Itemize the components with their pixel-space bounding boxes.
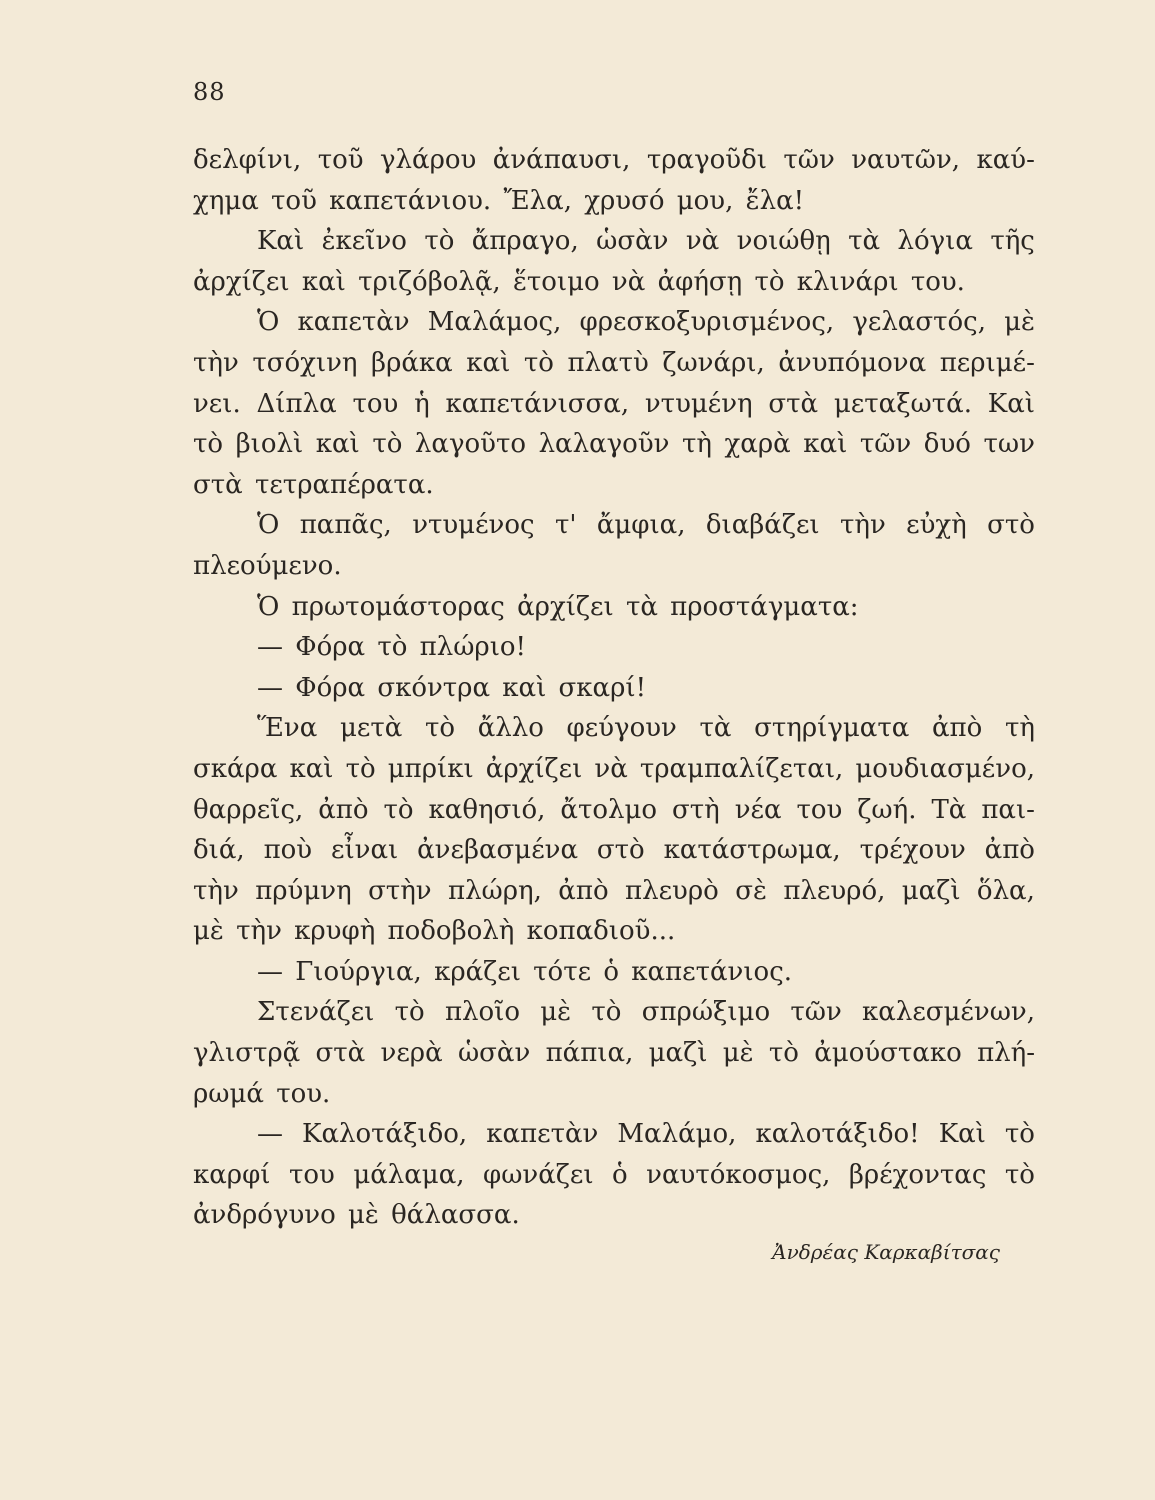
text-line [193,1114,1035,1155]
word: εὐχὴ [906,510,967,541]
word: Καλοτάξιδο, [302,1119,468,1150]
word: νὰ [685,226,720,257]
text-block [193,140,1035,1236]
text-line [193,830,1035,871]
word: τῶν [859,429,912,460]
word: πλή- [977,1038,1035,1069]
word: Καὶ [257,226,305,257]
word: τὴν [193,347,239,378]
word: λαγοῦτο [414,429,526,460]
line-text: ἀνδρόγυνο μὲ θάλασσα. [193,1200,520,1231]
word: ζωνάρι, [662,347,765,378]
word: ἄπραγο, [471,226,579,257]
word: νοιώθῃ [736,226,831,257]
word: μαζὶ [901,875,961,906]
word: φρεσκοξυρισμένος, [579,307,835,338]
word: μὲ [722,1038,754,1069]
word: ποὺ [263,835,313,866]
word: ντυμένη [644,388,753,419]
word: σκάρα [193,753,278,784]
word: βρέχοντας [848,1159,987,1190]
word: τοῦ [317,145,364,175]
word: πάπια, [545,1038,634,1069]
word: του [288,1159,335,1190]
word: τ' [554,510,577,541]
word: καρφί [193,1159,271,1190]
word: τραγοῦδι [646,145,767,175]
word: τὴν [193,875,239,906]
word: Δίπλα [256,388,337,419]
word: νὰ [594,753,628,784]
text-line [193,221,1035,262]
word: στὰ [768,388,819,419]
word: βράκα [371,347,453,378]
text-line [193,424,1035,465]
word: νέα [734,794,782,825]
word: καπετάνισσα, [445,388,630,419]
word: παι- [981,794,1035,825]
word: ἄμφια, [596,510,686,541]
line-text: στὰ τετραπέρατα. [193,469,434,500]
word: καὶ [315,429,360,460]
text-line [193,708,1035,749]
word: τὴν [839,510,886,541]
line-text: — Φόρα σκόντρα καὶ σκαρί! [257,672,647,703]
word: των [983,429,1035,460]
word: θαρρεῖς, [193,794,304,825]
word: γελαστός, [852,307,986,338]
word: στὸ [596,835,645,866]
word: πλευρὸ [625,875,719,906]
word: στὴ [672,794,720,825]
word: στηρίγματα [754,713,910,744]
word: ἀπὸ [931,713,983,744]
word: ὅλα, [976,875,1035,906]
word: Στενάζει [257,997,375,1028]
word: πλατὺ [567,347,649,378]
word: ντυμένος [412,510,535,541]
word: ἄλλο [477,713,544,744]
word: τὰ [848,226,881,257]
word: λαλαγοῦν [538,429,670,460]
word: ἀρχίζει [485,753,583,784]
text-line [193,465,1035,506]
word: μὲ [540,997,572,1028]
word: τὸ [591,997,622,1028]
word: ἀνεβασμένα [417,835,579,866]
word: Ὁ [257,510,280,541]
word: στὰ [315,1038,366,1069]
word: ὁ [612,1159,628,1190]
word: Ἕνα [257,713,318,744]
text-line [193,992,1035,1033]
word: ἀπὸ [558,875,609,906]
word: του [352,388,399,419]
word: δυό [923,429,971,460]
word: διαβάζει [705,510,820,541]
text-line [193,1195,1035,1236]
word: νερὰ [380,1038,443,1069]
word: τῶν [790,997,842,1028]
word: ἡ [414,388,430,419]
text-line [193,343,1035,384]
word: ἐκεῖνο [321,226,407,257]
text-line [193,952,1035,993]
line-text: πλεούμενο. [193,550,342,581]
word: τὸ [1004,1159,1035,1190]
word: Ὁ [257,307,280,338]
word: καλεσμένων, [862,997,1035,1028]
word: μάλαμα, [353,1159,465,1190]
author-signature: Ἀνδρέας Καρκαβίτσας [772,1240,1000,1264]
word: καπετὰν [486,1119,599,1150]
word: ἀπὸ [318,794,369,825]
word: καὶ [803,429,848,460]
word: πρύμνη [255,875,352,906]
word: καπετὰν [297,307,410,338]
line-text: μὲ τὴν κρυφὴ ποδοβολὴ κοπαδιοῦ... [193,916,676,947]
text-line [193,627,1035,668]
word: ναυτόκοσμος, [646,1159,831,1190]
word: τὰ [699,713,732,744]
text-line [193,911,1035,952]
line-text: ρωμά του. [193,1078,331,1109]
text-line [193,546,1035,587]
text-line [193,181,1035,222]
word: ἄτολμο [560,794,658,825]
text-line [193,749,1035,790]
word: φεύγουν [566,713,677,744]
word: καθησιό, [428,794,546,825]
word: ἀμούστακο [814,1038,962,1069]
word: σὲ [735,875,767,906]
word: ναυτῶν, [851,145,961,175]
text-line [193,587,1035,628]
word: τὸ [523,347,554,378]
text-line [193,505,1035,546]
word: του [796,794,843,825]
word: γλιστρᾷ [193,1038,301,1069]
word: εἶναι [331,835,399,866]
word: τὸ [193,429,224,460]
word: χαρὰ [724,429,791,460]
text-line [193,1074,1035,1115]
word: τὴ [1004,713,1035,744]
word: καὶ [466,347,511,378]
word: τὴ [682,429,712,460]
word: Μαλάμο, [617,1119,737,1150]
word: Τὰ [931,794,967,825]
word: ὡσὰν [596,226,669,257]
word: ζωή. [857,794,917,825]
word: μουδιασμένο, [855,753,1035,784]
word: φωνάζει [483,1159,594,1190]
word: τὸ [1004,1119,1035,1150]
word: Καὶ [987,388,1035,419]
word: τρέχουν [859,835,966,866]
text-line [193,384,1035,425]
text-line [193,140,1035,181]
word: τραμπαλίζεται, [639,753,844,784]
word: λόγια [897,226,973,257]
word: καλοτάξιδο! [755,1119,920,1150]
word: ὡσὰν [457,1038,531,1069]
word: Καὶ [938,1119,986,1150]
word: βιολὶ [235,429,304,460]
word: νει. [193,388,241,419]
word: καὶ [289,753,334,784]
page-number: 88 [193,78,226,106]
word: τῶν [783,145,835,175]
word: στὸ [987,510,1035,541]
text-line [193,790,1035,831]
line-text: — Φόρα τὸ πλώριο! [257,632,526,663]
word: τὸ [768,1038,799,1069]
text-line [193,1155,1035,1196]
word: καύ- [976,145,1035,175]
word: μὲ [1004,307,1035,338]
word: τῆς [990,226,1035,257]
word: γλάρου [380,145,477,175]
line-text: ἀρχίζει καὶ τριζόβολᾷ, ἕτοιμο νὰ ἀφήσῃ τὸ κλινάρι του. [193,266,965,297]
text-line [193,871,1035,912]
word: μαζὶ [648,1038,708,1069]
word: μεταξωτά. [833,388,972,419]
text-line [193,668,1035,709]
word: περιμέ- [939,347,1035,378]
line-text: — Γιούργια, κράζει τότε ὁ καπετάνιος. [257,956,793,987]
word: πλευρό, [783,875,886,906]
word: ἀνάπαυσι, [492,145,631,175]
word: πλώρη, [447,875,542,906]
text-line [193,262,1035,303]
word: κατάστρωμα, [663,835,841,866]
word: μετὰ [339,713,403,744]
word: σπρώξιμο [641,997,771,1028]
word: διά, [193,835,245,866]
word: δελφίνι, [193,145,302,175]
word: τὸ [394,997,425,1028]
word: τὸ [345,753,376,784]
word: τὸ [424,226,455,257]
word: τσόχινη [252,347,358,378]
word: παπᾶς, [299,510,392,541]
word: — [257,1119,283,1150]
line-text: χημα τοῦ καπετάνιου. Ἔλα, χρυσό μου, ἔλα! [193,185,805,216]
word: τὸ [383,794,414,825]
word: μπρίκι [387,753,474,784]
text-line [193,302,1035,343]
word: ἀνυπόμονα [778,347,927,378]
text-line [193,1033,1035,1074]
word: τὸ [372,429,403,460]
word: Μαλάμος, [427,307,562,338]
word: πλοῖο [444,997,521,1028]
word: τὸ [424,713,455,744]
line-text: Ὁ πρωτομάστορας ἀρχίζει τὰ προστάγματα: [257,591,859,622]
word: στὴν [368,875,432,906]
word: ἀπὸ [984,835,1035,866]
